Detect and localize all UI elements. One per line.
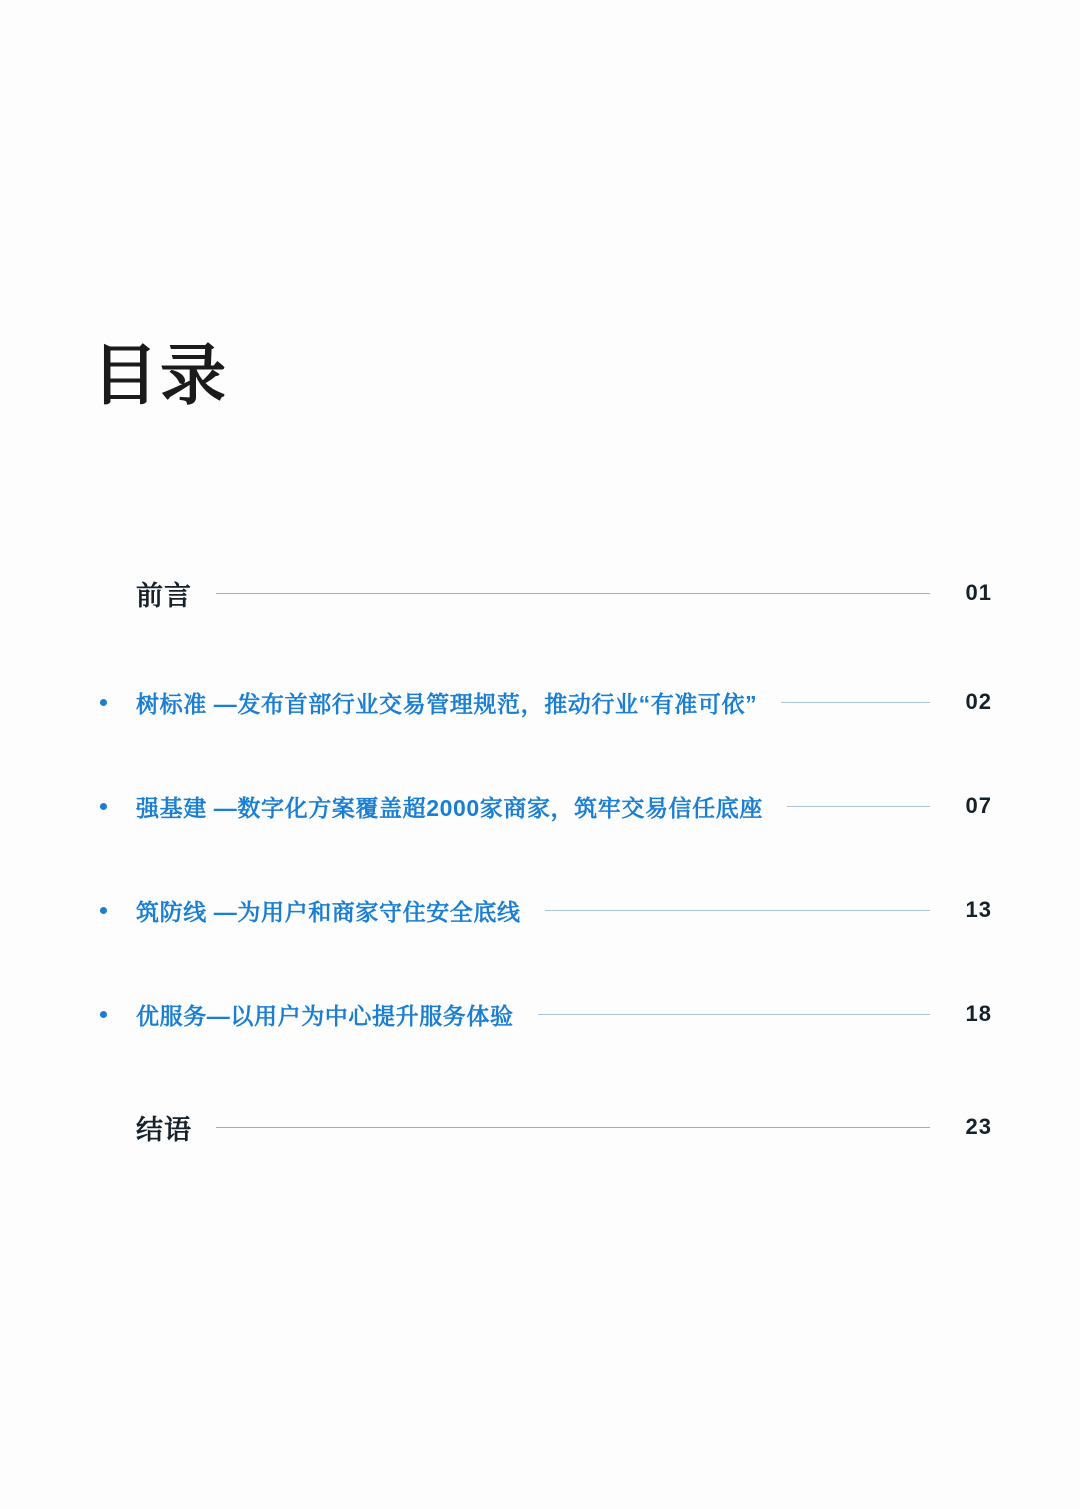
- bullet-icon: [100, 1011, 107, 1018]
- bullet-wrap: [92, 1011, 136, 1018]
- toc-entry-label: 树标准 —发布首部行业交易管理规范，推动行业“有准可依”: [136, 690, 758, 717]
- toc-entry-infrastructure[interactable]: [92, 754, 992, 858]
- section-spacer: [92, 1066, 992, 1096]
- leader-line: [216, 1127, 930, 1128]
- bullet-wrap: [92, 699, 136, 706]
- leader-line: [538, 1014, 930, 1015]
- page-title: 目录: [92, 338, 228, 413]
- bullet-icon: [100, 803, 107, 810]
- bullet-wrap: [92, 803, 136, 810]
- toc-entry-page: 18: [965, 1001, 992, 1026]
- section-spacer: [92, 624, 992, 650]
- bullet-icon: [100, 699, 107, 706]
- toc-entry-service[interactable]: [92, 962, 992, 1066]
- toc-entry-label: 强基建 —数字化方案覆盖超2000家商家，筑牢交易信任底座: [136, 794, 763, 821]
- bullet-icon: [100, 907, 107, 914]
- toc-entry-label: 前言: [136, 580, 192, 611]
- toc-entry-label: 结语: [136, 1114, 192, 1145]
- toc-entry-page: 07: [965, 793, 992, 818]
- toc-entry-preface[interactable]: [92, 562, 992, 624]
- table-of-contents: [92, 562, 992, 1158]
- toc-entry-standards[interactable]: [92, 650, 992, 754]
- leader-line: [216, 593, 930, 594]
- toc-entry-page: 01: [965, 580, 992, 605]
- leader-line: [787, 806, 930, 807]
- toc-entry-page: 23: [965, 1114, 992, 1139]
- toc-entry-conclusion[interactable]: [92, 1096, 992, 1158]
- toc-entry-label: 优服务—以用户为中心提升服务体验: [136, 1002, 514, 1029]
- toc-entry-defense[interactable]: [92, 858, 992, 962]
- leader-line: [781, 702, 930, 703]
- toc-entry-page: 13: [965, 897, 992, 922]
- bullet-wrap: [92, 907, 136, 914]
- toc-entry-label: 筑防线 —为用户和商家守住安全底线: [136, 898, 521, 925]
- leader-line: [545, 910, 930, 911]
- toc-entry-page: 02: [965, 689, 992, 714]
